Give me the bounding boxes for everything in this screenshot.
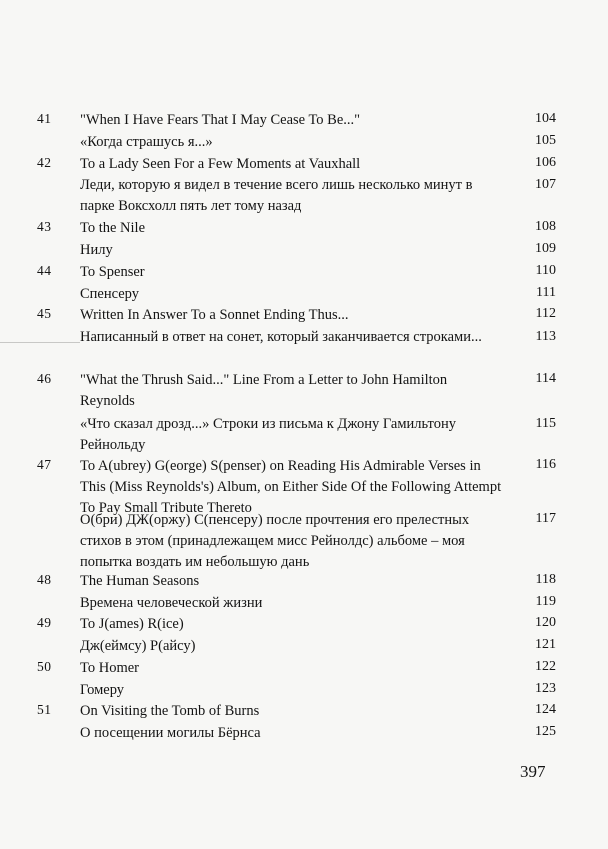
entry-page: 115 (535, 416, 556, 431)
entry-page: 109 (535, 241, 556, 256)
entry-number: 41 (37, 111, 52, 126)
entry-number: 44 (37, 263, 52, 278)
entry-page: 110 (535, 263, 556, 278)
entry-number: 49 (37, 615, 52, 630)
entry-page: 117 (535, 511, 556, 526)
entry-title: To Homer (80, 660, 139, 676)
entry-title: Спенсеру (80, 286, 139, 302)
entry-title: To A(ubrey) G(eorge) S(penser) on Reading His Admirable Verses in This (Miss Reynolds's) Album, on Either Side Of the Following Attempt To Pay Small Tribute Thereto (80, 458, 502, 516)
entry-page: 106 (535, 155, 556, 170)
entry-title: Написанный в ответ на сонет, который заканчивается строками... (80, 329, 482, 345)
scan-mark-line (0, 342, 80, 343)
entry-page: 121 (535, 637, 556, 652)
entry-page: 107 (535, 177, 556, 192)
entry-title: To the Nile (80, 220, 146, 236)
entry-page: 114 (535, 371, 556, 386)
entry-title: To Spenser (80, 264, 145, 280)
entry-title: On Visiting the Tomb of Burns (80, 703, 260, 719)
entry-number: 43 (37, 219, 52, 234)
entry-title: The Human Seasons (80, 573, 200, 589)
entry-title: "What the Thrush Said..." Line From a Letter to John Hamilton Reynolds (80, 372, 448, 409)
entry-title: Времена человеческой жизни (80, 595, 263, 611)
entry-page: 119 (535, 594, 556, 609)
entry-title: Гомеру (80, 682, 125, 698)
entry-page: 111 (536, 285, 556, 300)
entry-page: 120 (535, 615, 556, 630)
entry-title: To a Lady Seen For a Few Moments at Vauxhall (80, 156, 361, 172)
entry-page: 118 (535, 572, 556, 587)
entry-page: 116 (535, 457, 556, 472)
entry-number: 47 (37, 457, 52, 472)
entry-page: 104 (535, 111, 556, 126)
entry-title: Written In Answer To a Sonnet Ending Thus... (80, 307, 349, 323)
page-number: 397 (520, 762, 546, 781)
entry-number: 45 (37, 306, 52, 321)
entry-title: To J(ames) R(ice) (80, 616, 184, 632)
entry-page: 113 (535, 329, 556, 344)
entry-number: 50 (37, 659, 52, 674)
entry-title: Нилу (80, 242, 113, 258)
entry-number: 48 (37, 572, 52, 587)
entry-page: 112 (535, 306, 556, 321)
entry-title: «Что сказал дрозд...» Строки из письма к Джону Гамильтону Рейнольду (80, 416, 456, 453)
entry-page: 124 (535, 702, 556, 717)
entry-title: Леди, которую я видел в течение всего лишь несколько минут в парке Воксхолл пять лет тому назад (80, 177, 473, 214)
entry-title: О(бри) ДЖ(оржу) С(пенсеру) после прочтения его прелестных стихов в этом (принадлежащем мисс Рейнолдс) альбоме – моя попытка воздать им небольшую дань (80, 512, 470, 570)
entry-number: 42 (37, 155, 52, 170)
entry-title: Дж(еймсу) Р(айсу) (80, 638, 196, 654)
entry-number: 51 (37, 702, 52, 717)
entry-page: 105 (535, 133, 556, 148)
entry-title: "When I Have Fears That I May Cease To Be..." (80, 112, 361, 128)
entry-page: 108 (535, 219, 556, 234)
entry-page: 123 (535, 681, 556, 696)
entry-page: 122 (535, 659, 556, 674)
entry-title: О посещении могилы Бёрнса (80, 725, 261, 741)
entry-number: 46 (37, 371, 52, 386)
entry-title: «Когда страшусь я...» (80, 134, 213, 150)
entry-page: 125 (535, 724, 556, 739)
